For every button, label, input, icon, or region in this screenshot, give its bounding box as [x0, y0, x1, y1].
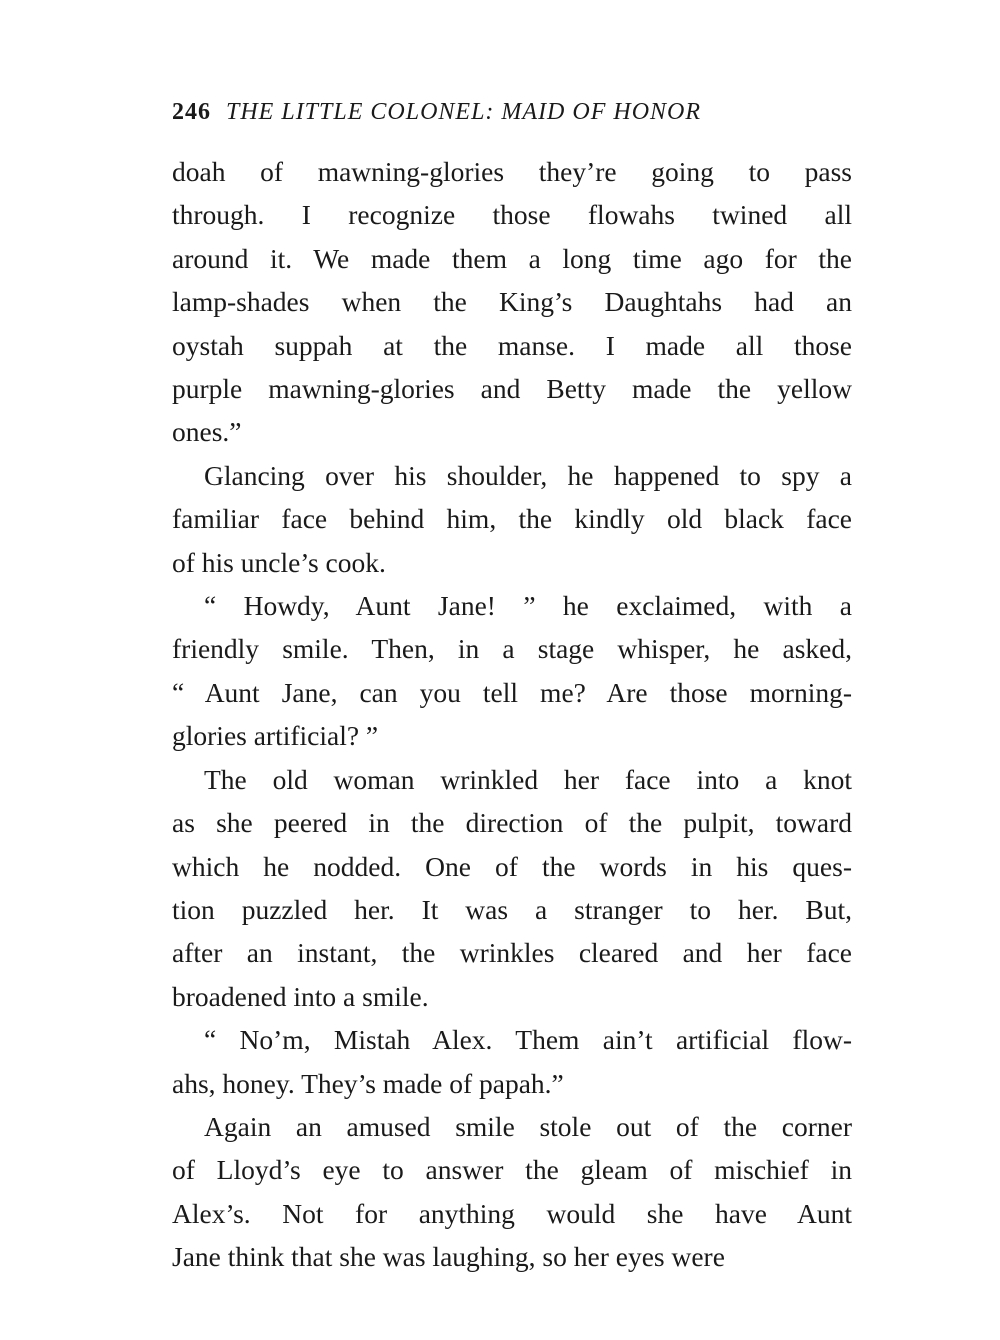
text-line: lamp-shades when the King’s Daughtahs had an [172, 286, 852, 318]
text-line: doah of mawning-glories they’re going to pass [172, 156, 852, 187]
text-line: which he nodded. One of the words in his ques- [172, 850, 852, 882]
body-text [172, 150, 852, 1279]
text-line: Glancing over his shoulder, he happened to spy a [204, 459, 852, 491]
text-line: through. I recognize those flowahs twined all [172, 199, 852, 231]
text-line: oystah suppah at the manse. I made all those [172, 329, 852, 361]
text-line: broadened into a smile. [172, 980, 429, 1012]
running-title: THE LITTLE COLONEL: MAID OF HONOR [226, 99, 702, 125]
text-line: ahs, honey. They’s made of papah.” [172, 1067, 564, 1099]
text-line: ones.” [172, 416, 242, 448]
book-page [172, 92, 852, 1279]
text-line: purple mawning-glories and Betty made the yellow [172, 373, 852, 405]
text-line: familiar face behind him, the kindly old black face [172, 503, 852, 535]
text-line: glories artificial? ” [172, 720, 379, 752]
text-line: “ No’m, Mistah Alex. Them ain’t artificial flow- [204, 1024, 852, 1056]
paragraph [172, 758, 852, 1018]
paragraph [172, 1018, 852, 1105]
text-line: Jane think that she was laughing, so her eyes were [172, 1241, 725, 1273]
text-line: “ Howdy, Aunt Jane! ” he exclaimed, with a [204, 590, 852, 622]
text-line: around it. We made them a long time ago for the [172, 242, 852, 274]
paragraph [172, 150, 852, 454]
page-number: 246 [172, 99, 211, 125]
text-line: of Lloyd’s eye to answer the gleam of mischief in [172, 1154, 852, 1186]
text-line: tion puzzled her. It was a stranger to her. But, [172, 893, 852, 925]
text-line: of his uncle’s cook. [172, 546, 386, 578]
text-line: as she peered in the direction of the pulpit, toward [172, 807, 852, 839]
text-line: Again an amused smile stole out of the corner [204, 1110, 852, 1142]
text-line: friendly smile. Then, in a stage whisper, he asked, [172, 633, 852, 665]
text-line: The old woman wrinkled her face into a knot [204, 763, 852, 795]
text-line: Alex’s. Not for anything would she have Aunt [172, 1197, 852, 1229]
paragraph [172, 584, 852, 758]
text-line: “ Aunt Jane, can you tell me? Are those morning- [172, 676, 852, 708]
paragraph [172, 454, 852, 584]
running-header [172, 92, 852, 132]
paragraph [172, 1105, 852, 1279]
text-line: after an instant, the wrinkles cleared and her face [172, 937, 852, 969]
